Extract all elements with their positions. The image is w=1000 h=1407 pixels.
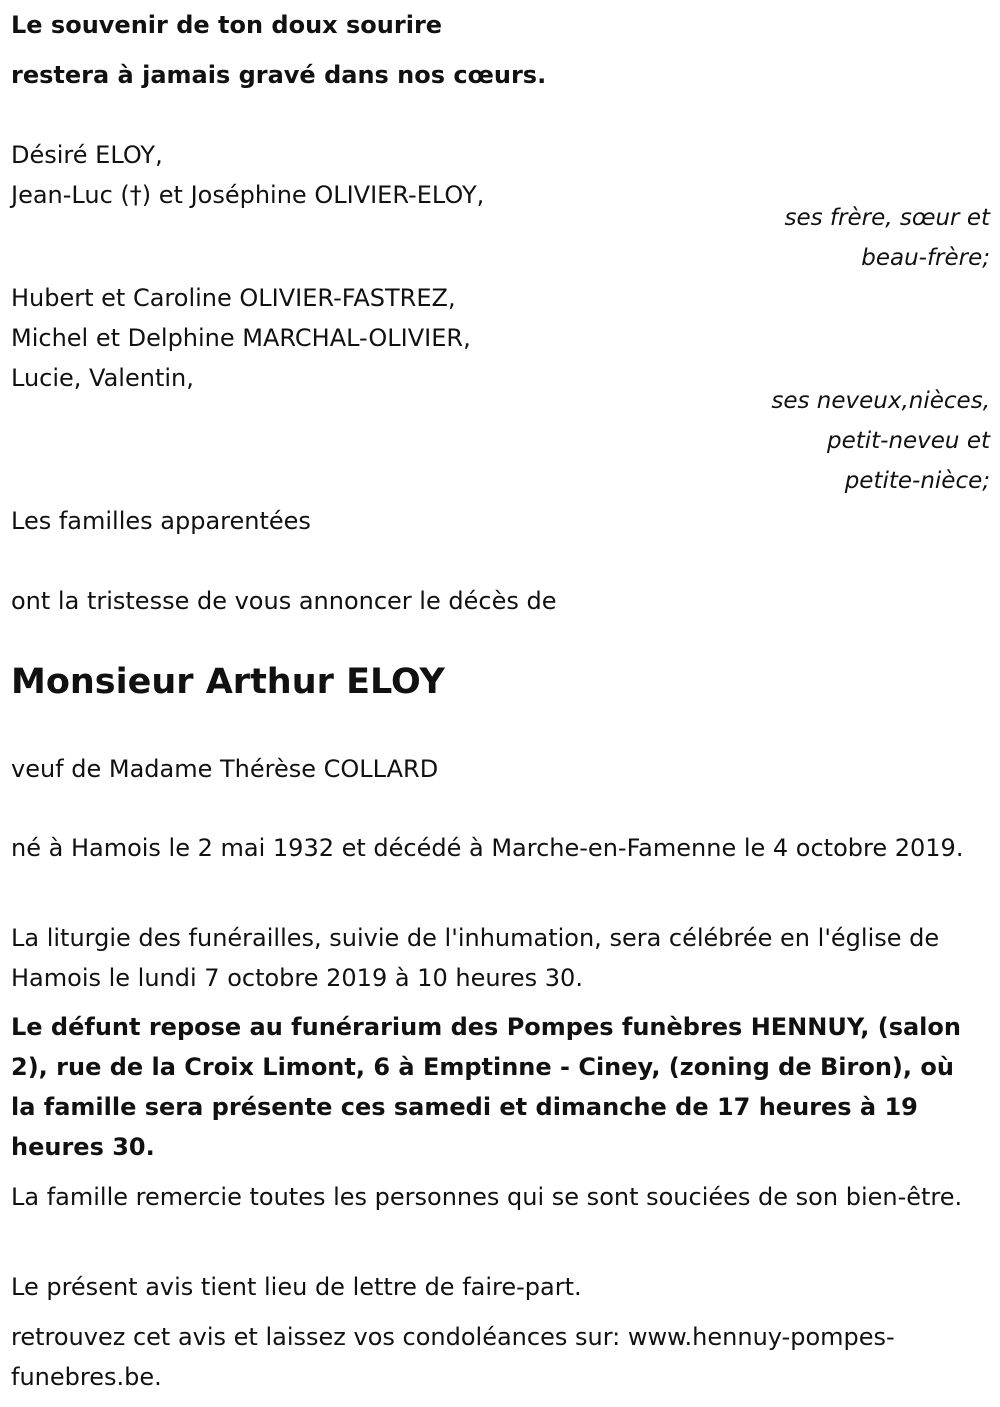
related-families-text: Les familles apparentées [11,507,311,535]
epigraph-line-1: Le souvenir de ton doux sourire [11,11,443,39]
relation-1 [785,198,991,278]
epigraph-line-2: restera à jamais gravé dans nos cœurs. [11,61,547,89]
family-member-text: ) et Joséphine OLIVIER-ELOY, [141,181,485,209]
relation-2 [771,381,990,501]
family-member-line: Lucie, Valentin, [11,364,194,392]
family-member-text: Jean-Luc ( [11,181,130,209]
relation-line: petit-neveu et [826,428,990,454]
family-group-2 [11,278,990,398]
cross-icon: † [129,181,142,209]
family-member-line: Michel et Delphine MARCHAL-OLIVIER, [11,324,471,352]
visitation-paragraph: Le défunt repose au funérarium des Pompes funèbres HENNUY, (salon 2), rue de la Croix Limont, 6 à Emptinne - Ciney, (zoning de Biron), où la famille sera présente ces samedi et dimanche de 17 heures à 19 heures 30. [11,1013,961,1161]
epigraph-second [11,55,990,95]
announcement [11,581,990,621]
thanks-paragraph: La famille remercie toutes les personnes qui se sont souciées de son bien-être. [11,1183,963,1211]
liturgy-paragraph: La liturgie des funérailles, suivie de l'inhumation, sera célébrée en l'église de Hamois le lundi 7 octobre 2019 à 10 heures 30. [11,924,940,992]
relation-line: beau-frère; [861,245,990,271]
family-member-line: Désiré ELOY, [11,141,163,169]
widower-text: veuf de Madame Thérèse COLLARD [11,755,439,783]
widower-of [11,749,990,789]
notice-paragraph: Le présent avis tient lieu de lettre de faire-part. [11,1273,582,1301]
birth-death-paragraph: né à Hamois le 2 mai 1932 et décédé à Marche-en-Famenne le 4 octobre 2019. [11,834,964,862]
relation-line: petite-nièce; [844,468,990,494]
family-member-line: Hubert et Caroline OLIVIER-FASTREZ, [11,284,456,312]
related-families [11,501,990,541]
announcement-text: ont la tristesse de vous annoncer le décès de [11,587,557,615]
relation-line: ses frère, sœur et [784,205,990,231]
condolences-paragraph: retrouvez cet avis et laissez vos condoléances sur: www.hennuy-pompes-funebres.be. [11,1323,895,1391]
epigraph [11,5,990,45]
relation-line: ses neveux,nièces, [771,388,990,414]
deceased-name: Monsieur Arthur ELOY [11,662,445,702]
